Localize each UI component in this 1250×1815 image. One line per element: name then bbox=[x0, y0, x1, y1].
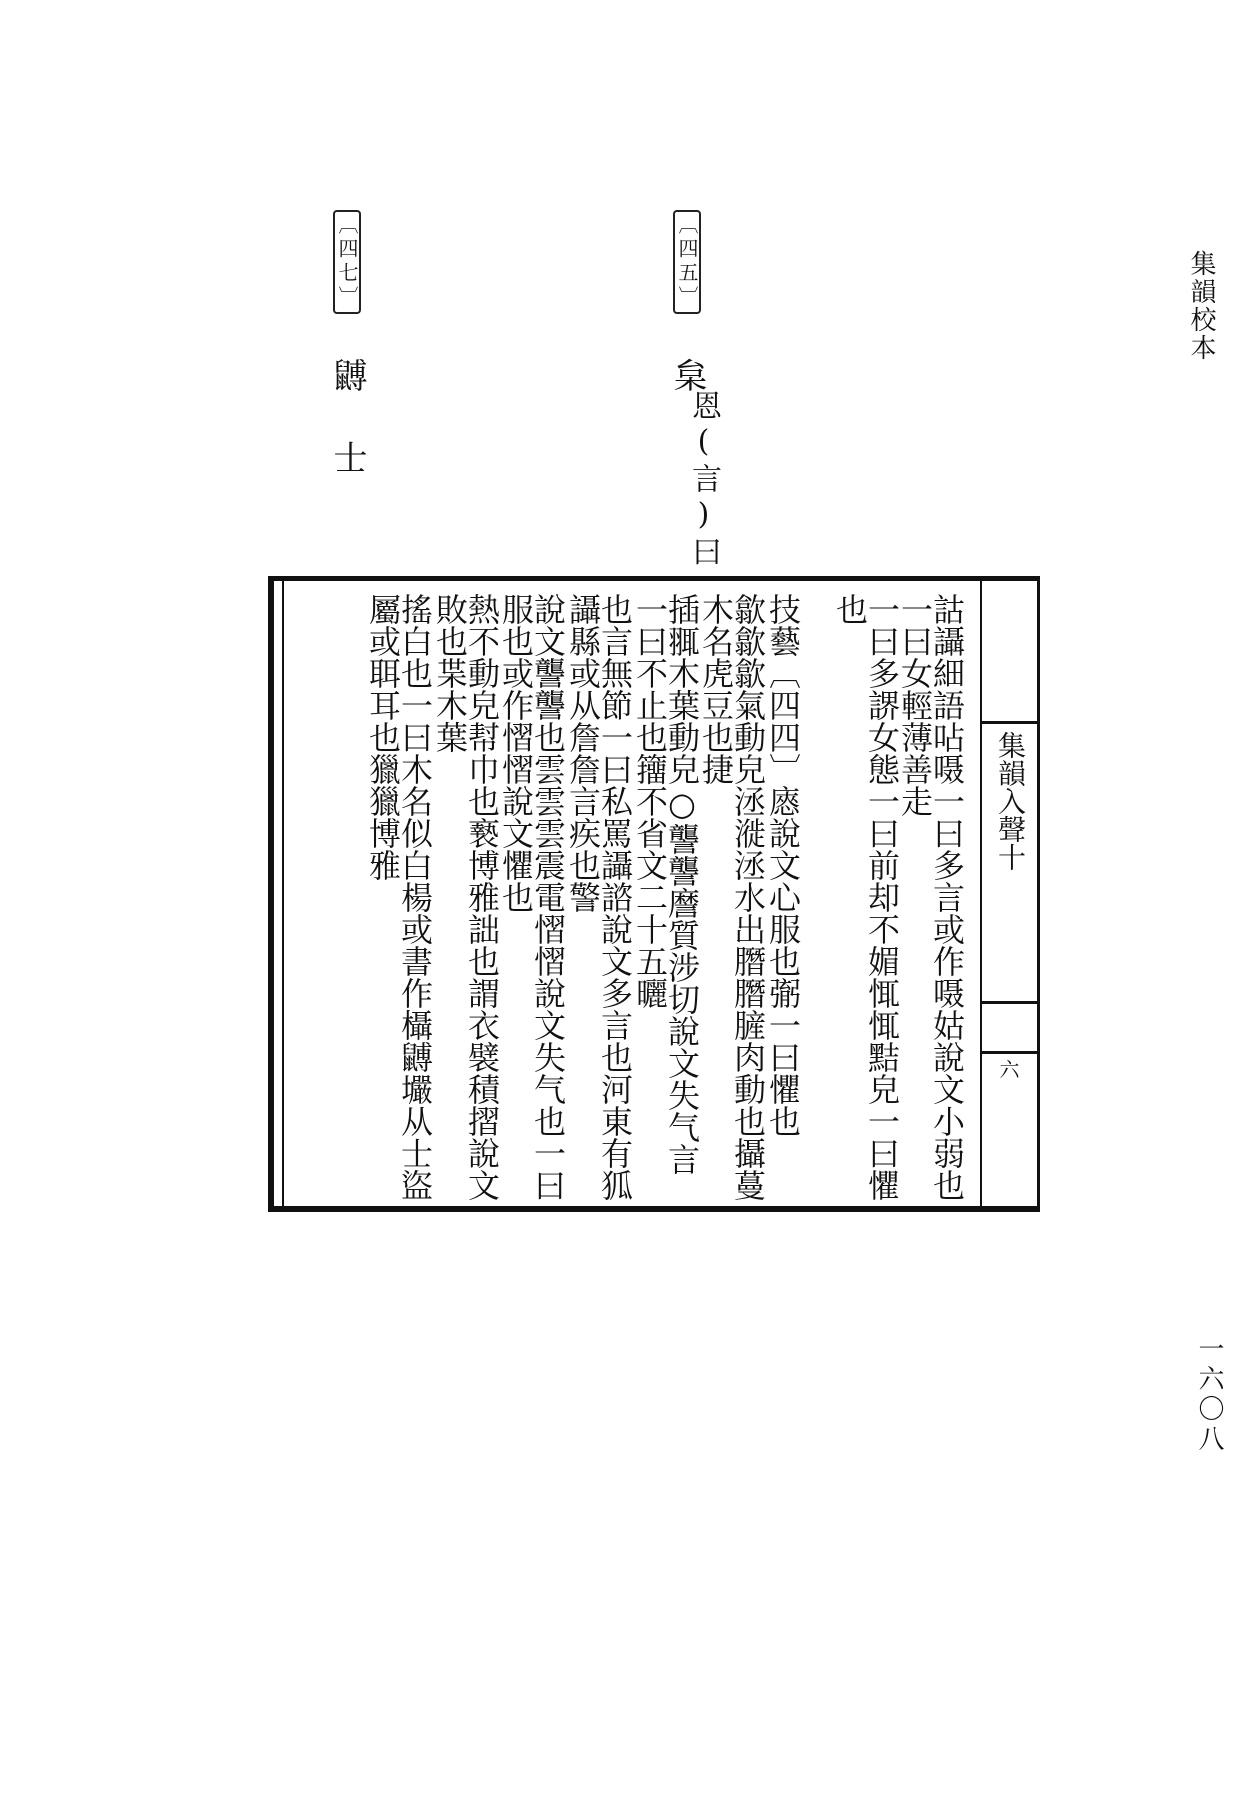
page-number: 一六〇八 bbox=[1194, 1335, 1224, 1455]
text-column-2: 一曰多䛺女態一曰前却不媚㤴㤴黠皃一曰懼也 bbox=[831, 593, 901, 1201]
annotation-3 bbox=[686, 390, 721, 570]
header-title: 集韻校本 bbox=[1186, 250, 1216, 362]
fish-tail-mid bbox=[982, 1001, 1037, 1004]
text-column-6: 也言無節一曰私罵讘諮說文多言也河東有狐讘縣或从詹詹言疾也警 bbox=[564, 593, 634, 1201]
text-column-7: 說文讋讋也雲雲雲震電慴慴說文失气也一曰服也或作慴慴說文懼也 bbox=[497, 593, 567, 1201]
banxin-folio: 六 bbox=[996, 1059, 1020, 1079]
text-column-9: 搖白也一曰木名似白楊或書作欇䶈壧从士盜屬或聑耳也獵獵博雅 bbox=[364, 593, 434, 1201]
banxin-title: 集韻入聲十 bbox=[994, 731, 1027, 871]
banxin bbox=[980, 576, 1040, 1212]
annotation-1 bbox=[327, 210, 367, 478]
frame-inner-rule bbox=[282, 581, 284, 1206]
annotation-text: 恩(言)曰 bbox=[686, 390, 721, 570]
text-column-1: 詁讘細語呫嗫一曰多言或作嗫姑說文小弱也一曰女輕薄善走 bbox=[896, 593, 966, 1201]
annotation-text: 䶈 士 bbox=[327, 358, 367, 478]
text-column-8: 熱不動皃幇巾也䙝博雅詘也謂衣襞積摺說文敗也枼木葉 bbox=[431, 593, 501, 1201]
fish-tail-top bbox=[982, 721, 1037, 724]
annotation-marker: 〔四五〕 bbox=[673, 210, 701, 314]
text-column-4: 歙歙歙氣動皃洆漇洆水出䐶䐶䐮肉動也攝蔓木名虎豆也捷 bbox=[697, 593, 767, 1201]
fish-tail-bottom bbox=[982, 1051, 1037, 1054]
annotation-text: 枲 bbox=[667, 358, 707, 396]
annotation-marker: 〔四七〕 bbox=[333, 210, 361, 314]
text-column-5: 插䎎木葉動皃○讋讋䜆質涉切說文失气言一曰不止也籒不省文二十五曬 bbox=[631, 593, 701, 1175]
annotation-2 bbox=[667, 210, 707, 396]
text-column-3: 技藝〔四四〕㥷說文心服也㣃一曰懼也 bbox=[764, 593, 802, 1137]
text-frame bbox=[268, 576, 980, 1212]
